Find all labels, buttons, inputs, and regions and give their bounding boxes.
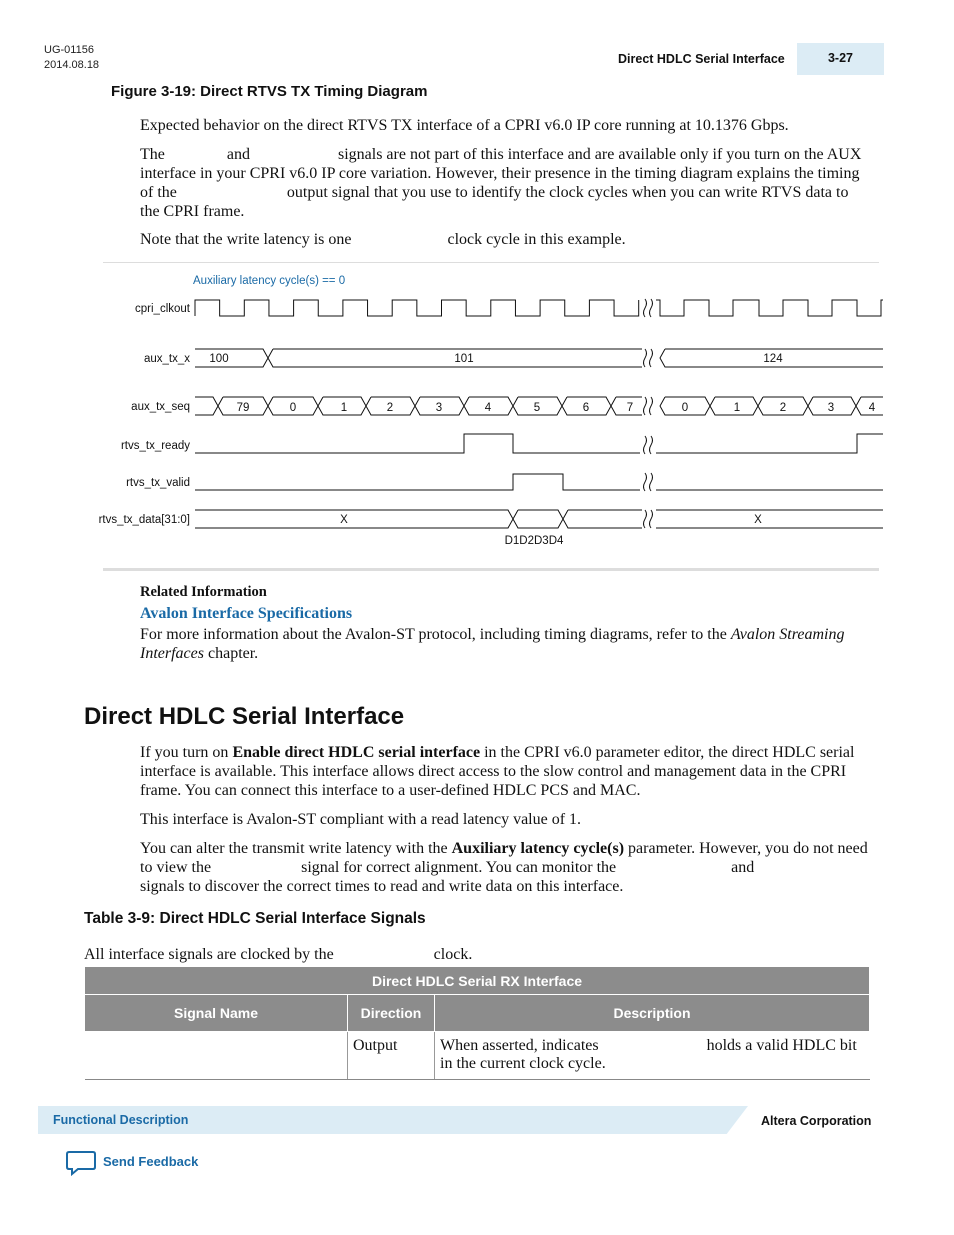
break-mark bbox=[644, 397, 647, 415]
figure-paragraph-1: Expected behavior on the direct RTVS TX interface of a CPRI v6.0 IP core running at 10.1376 Gbps. bbox=[140, 117, 789, 134]
break-mark bbox=[650, 473, 653, 491]
aux-tx-seq-value: 0 bbox=[681, 402, 689, 414]
rtvs-tx-data-burst-label: D1D2D3D4 bbox=[504, 535, 564, 547]
section-paragraph-3: You can alter the transmit write latency with the Auxiliary latency cycle(s) parameter. However, you do not need to view the signal for correct alignment. You can monitor the andsignals to discover the correct times to read and write data on this interface. bbox=[140, 840, 868, 895]
break-mark bbox=[650, 397, 653, 415]
signal-label-aux-tx-x: aux_tx_x bbox=[143, 353, 190, 365]
latency-annotation: Auxiliary latency cycle(s) == 0 bbox=[193, 275, 346, 287]
break-mark bbox=[644, 299, 647, 317]
cell-direction: Output bbox=[348, 1032, 435, 1080]
aux-tx-seq-bus bbox=[195, 397, 218, 415]
figure-paragraph-2: The and signals are not part of this interface and are available only if you turn on the AUX interface in your CPRI v6.0 IP core variation. However, their presence in the timing diagram explains the timing of the output signal that you use to identify the clock cycles when you can write RTVS data to the CPRI frame. bbox=[140, 146, 862, 220]
col-signal-name: Signal Name bbox=[85, 995, 348, 1032]
figure-caption: Figure 3-19: Direct RTVS TX Timing Diagram bbox=[111, 83, 428, 100]
section-heading: Direct HDLC Serial Interface bbox=[84, 703, 405, 730]
rtvs-tx-ready-wave-a bbox=[195, 434, 640, 453]
rtvs-tx-data-bus bbox=[563, 510, 642, 528]
break-mark bbox=[644, 473, 647, 491]
signal-label-rtvs-tx-valid: rtvs_tx_valid bbox=[126, 477, 190, 489]
break-mark bbox=[644, 349, 647, 367]
rtvs-tx-data-value: X bbox=[340, 514, 348, 526]
aux-tx-seq-value: 1 bbox=[733, 402, 741, 414]
break-mark bbox=[650, 436, 653, 454]
footer-chapter-link[interactable]: Functional Description bbox=[53, 1113, 189, 1127]
rtvs-tx-data-bus bbox=[513, 510, 563, 528]
feedback-icon[interactable] bbox=[66, 1150, 96, 1176]
signal-label-cpri-clkout: cpri_clkout bbox=[135, 303, 190, 315]
signals-table bbox=[84, 966, 870, 1080]
cell-description: When asserted, indicates holds a valid HDLC bit in the current clock cycle. bbox=[435, 1032, 870, 1080]
aux-tx-x-value: 101 bbox=[454, 353, 474, 365]
related-info-heading: Related Information bbox=[140, 584, 267, 600]
signal-label-aux-tx-seq: aux_tx_seq bbox=[131, 401, 190, 413]
footer-company: Altera Corporation bbox=[761, 1114, 872, 1128]
aux-tx-seq-value: 3 bbox=[435, 402, 443, 414]
aux-tx-seq-value: 1 bbox=[340, 402, 348, 414]
break-mark bbox=[644, 510, 647, 528]
aux-tx-seq-value: 3 bbox=[827, 402, 835, 414]
avalon-spec-link[interactable]: Avalon Interface Specifications bbox=[140, 605, 353, 622]
cpri-clkout-wave-b bbox=[656, 300, 883, 316]
rtvs-tx-data-bus bbox=[656, 510, 883, 528]
related-info-text: For more information about the Avalon-ST protocol, including timing diagrams, refer to the Avalon Streaming Interfaces chapter. bbox=[140, 626, 845, 662]
section-paragraph-2: This interface is Avalon-ST compliant with a read latency value of 1. bbox=[140, 811, 582, 828]
aux-tx-seq-value: 79 bbox=[236, 402, 250, 414]
aux-tx-seq-value: 4 bbox=[868, 402, 876, 414]
aux-tx-seq-value: 2 bbox=[779, 402, 787, 414]
rtvs-tx-valid-wave-a bbox=[195, 474, 640, 490]
doc-id: UG-01156 bbox=[44, 44, 94, 56]
break-mark bbox=[644, 436, 647, 454]
cell-signal bbox=[85, 1032, 348, 1080]
aux-tx-seq-value: 4 bbox=[484, 402, 492, 414]
aux-tx-seq-value: 7 bbox=[626, 402, 634, 414]
aux-tx-seq-value: 2 bbox=[386, 402, 394, 414]
break-mark bbox=[650, 510, 653, 528]
signal-label-rtvs-tx-ready: rtvs_tx_ready bbox=[120, 440, 190, 452]
section-paragraph-1: If you turn on Enable direct HDLC serial interface in the CPRI v6.0 parameter editor, the direct HDLC serial interface is available. This interface allows direct access to the slow control and management data in the CPRI frame. You can connect this interface to a user-defined HDLC PCS and MAC. bbox=[140, 744, 855, 799]
rtvs-tx-data-value: X bbox=[754, 514, 762, 526]
running-header-title: Direct HDLC Serial Interface bbox=[618, 52, 785, 66]
aux-tx-seq-value: 6 bbox=[582, 402, 590, 414]
timing-diagram bbox=[0, 0, 954, 600]
table-intro: All interface signals are clocked by the clock. bbox=[84, 946, 473, 963]
break-mark bbox=[650, 349, 653, 367]
send-feedback-link[interactable]: Send Feedback bbox=[103, 1154, 199, 1169]
aux-tx-seq-value: 5 bbox=[533, 402, 541, 414]
col-description: Description bbox=[435, 995, 870, 1032]
break-mark bbox=[650, 299, 653, 317]
col-direction: Direction bbox=[348, 995, 435, 1032]
aux-tx-x-value: 100 bbox=[209, 353, 229, 365]
signal-label-rtvs-tx-data-31-0-: rtvs_tx_data[31:0] bbox=[98, 514, 190, 526]
aux-tx-x-bus bbox=[195, 349, 268, 367]
rtvs-tx-ready-wave-b bbox=[656, 434, 883, 453]
cpri-clkout-wave-a bbox=[195, 300, 639, 316]
table-row bbox=[85, 1032, 870, 1080]
page-number: 3-27 bbox=[797, 43, 884, 75]
aux-tx-seq-value: 0 bbox=[289, 402, 297, 414]
rtvs-tx-data-bus bbox=[195, 510, 513, 528]
doc-date: 2014.08.18 bbox=[44, 59, 100, 71]
figure-paragraph-3: Note that the write latency is one clock cycle in this example. bbox=[140, 231, 626, 248]
table-group-header: Direct HDLC Serial RX Interface bbox=[85, 967, 870, 995]
table-caption: Table 3-9: Direct HDLC Serial Interface Signals bbox=[84, 910, 426, 927]
aux-tx-x-value: 124 bbox=[763, 353, 783, 365]
